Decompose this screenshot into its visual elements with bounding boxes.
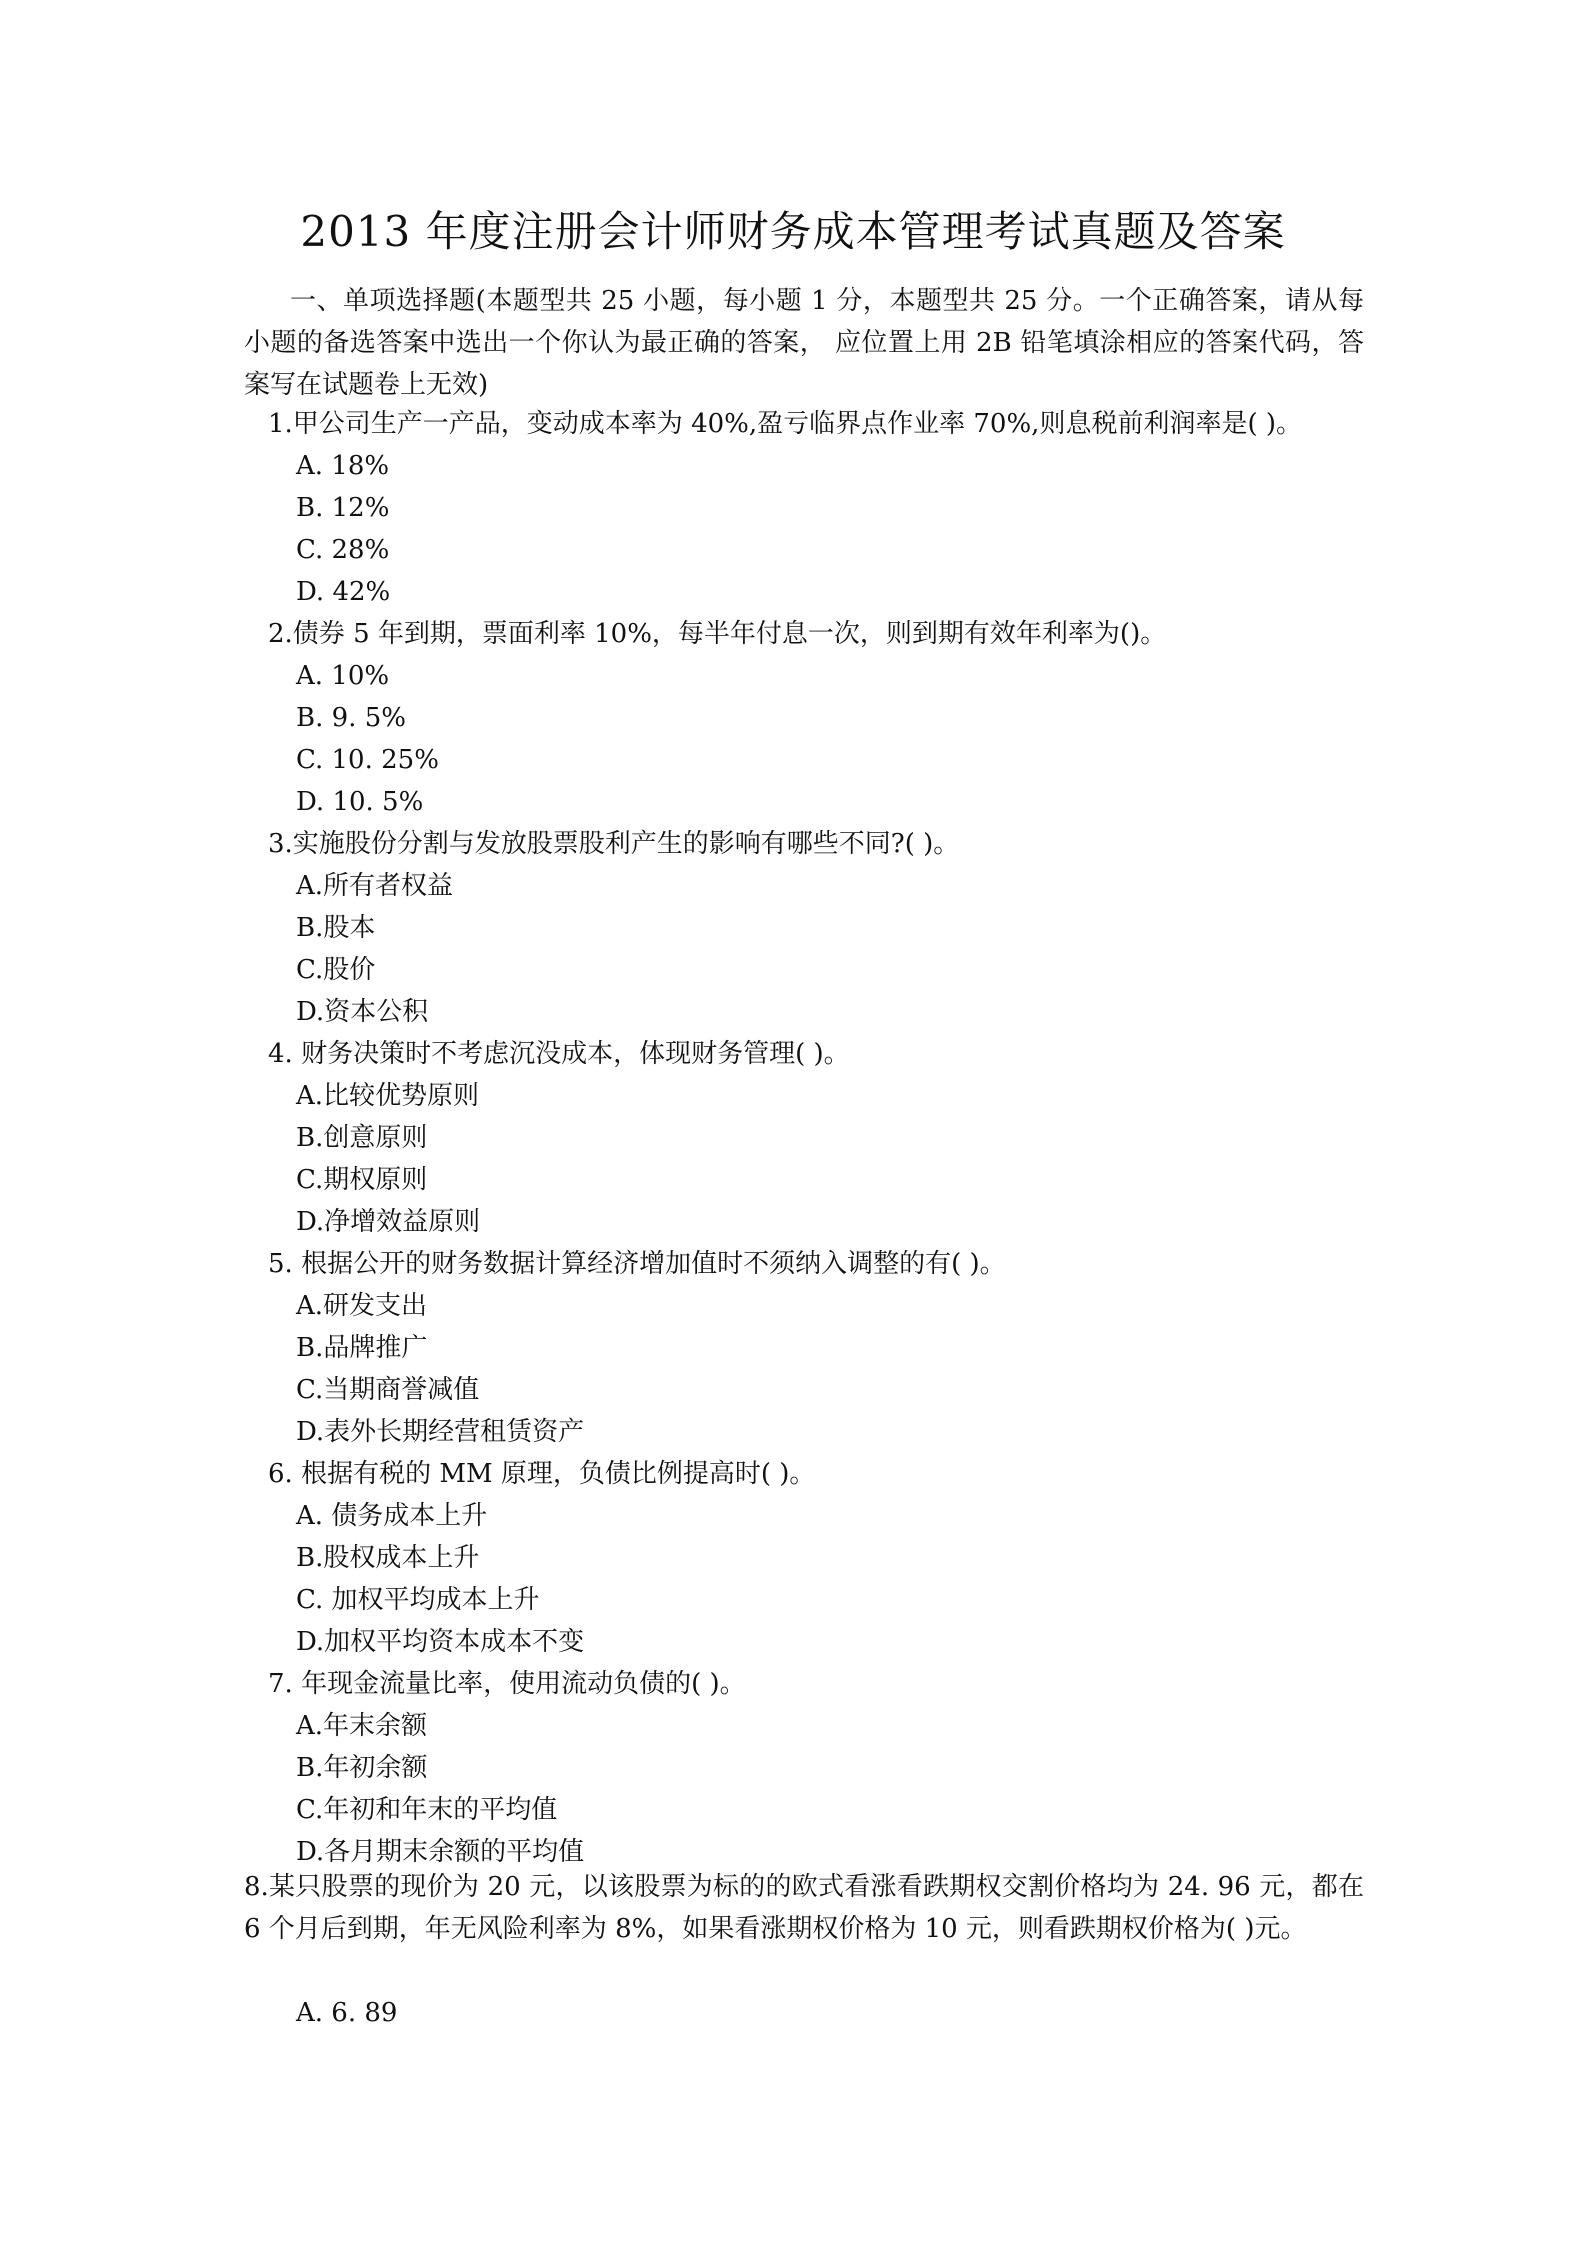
question-6-option-b: B.股权成本上升: [296, 1543, 480, 1573]
question-2-option-d: D. 10. 5%: [296, 787, 424, 817]
question-1-option-b: B. 12%: [296, 493, 390, 523]
question-7-option-b: B.年初余额: [296, 1753, 428, 1783]
question-7: 7. 年现金流量比率，使用流动负债的( )。: [268, 1669, 746, 1699]
question-1: 1.甲公司生产一产品，变动成本率为 40%,盈亏临界点作业率 70%,则息税前利润率是( )。: [268, 409, 1302, 439]
question-5: 5. 根据公开的财务数据计算经济增加值时不须纳入调整的有( )。: [268, 1249, 1006, 1279]
question-6: 6. 根据有税的 MM 原理，负债比例提高时( )。: [268, 1459, 816, 1489]
page-title: 2013 年度注册会计师财务成本管理考试真题及答案: [300, 207, 1286, 256]
question-7-option-d: D.各月期末余额的平均值: [296, 1837, 585, 1867]
question-1-option-a: A. 18%: [296, 451, 390, 481]
question-4: 4. 财务决策时不考虑沉没成本，体现财务管理( )。: [268, 1039, 850, 1069]
question-6-option-a: A. 债务成本上升: [296, 1501, 488, 1531]
question-5-option-a: A.研发支出: [296, 1291, 428, 1321]
question-4-option-b: B.创意原则: [296, 1123, 428, 1153]
question-1-option-c: C. 28%: [296, 535, 390, 565]
question-5-option-d: D.表外长期经营租赁资产: [296, 1417, 585, 1447]
question-3-option-d: D.资本公积: [296, 997, 429, 1027]
question-7-option-c: C.年初和年末的平均值: [296, 1795, 558, 1825]
question-6-option-d: D.加权平均资本成本不变: [296, 1627, 585, 1657]
question-2-option-c: C. 10. 25%: [296, 745, 439, 775]
question-3-option-c: C.股价: [296, 955, 376, 985]
question-5-option-c: C.当期商誉减值: [296, 1375, 480, 1405]
question-7-option-a: A.年末余额: [296, 1711, 428, 1741]
question-2-option-b: B. 9. 5%: [296, 703, 406, 733]
question-4-option-d: D.净增效益原则: [296, 1207, 481, 1237]
question-1-option-d: D. 42%: [296, 577, 391, 607]
question-4-option-a: A.比较优势原则: [296, 1081, 480, 1111]
question-8-option-a: A. 6. 89: [296, 1998, 398, 2028]
question-4-option-c: C.期权原则: [296, 1165, 428, 1195]
question-2-option-a: A. 10%: [296, 661, 390, 691]
question-5-option-b: B.品牌推广: [296, 1333, 428, 1363]
question-3: 3.实施股份分割与发放股票股利产生的影响有哪些不同?( )。: [268, 829, 960, 859]
question-2: 2.债券 5 年到期，票面利率 10%，每半年付息一次，则到期有效年利率为()。: [268, 619, 1167, 649]
question-8: 8.某只股票的现价为 20 元，以该股票为标的的欧式看涨看跌期权交割价格均为 24. 96 元，都在 6 个月后到期，年无风险利率为 8%，如果看涨期权价格为 10 元，则看跌期权价格为( )元。: [244, 1872, 1364, 1944]
section-intro: 一、单项选择题(本题型共 25 小题，每小题 1 分，本题型共 25 分。一个正确答案，请从每小题的备选答案中选出一个你认为最正确的答案， 应位置上用 2B 铅笔填涂相应的答案代码，答案写在试题卷上无效): [244, 286, 1364, 400]
question-3-option-b: B.股本: [296, 913, 376, 943]
question-3-option-a: A.所有者权益: [296, 871, 454, 901]
question-6-option-c: C. 加权平均成本上升: [296, 1585, 540, 1615]
